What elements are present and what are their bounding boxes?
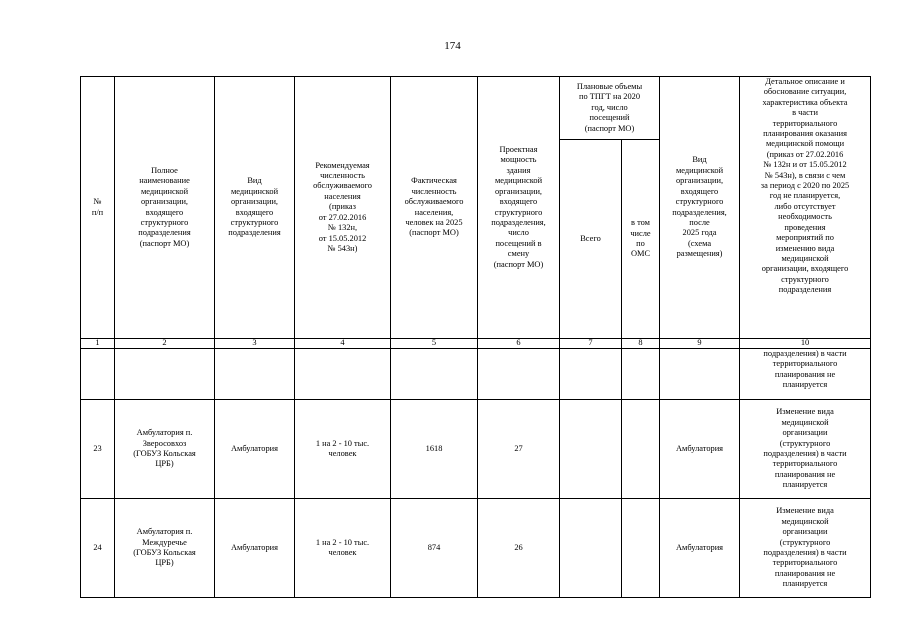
header-col-description: Детальное описание и обоснование ситуации, характеристика объекта в части территориального планирования оказания медицинской помощи (приказ от 27.02.2016 № 132н и от 15.05.2012 № 543н), в связи с чем за период с 2020 по 2025 год не планируется, либо отсутствует необходимость проведения мероприятий по изменению вида медицинской организации, входящего структурного подразделения — [740, 77, 871, 339]
row-capacity: 26 — [478, 499, 560, 598]
table-cell — [560, 349, 622, 400]
row-number: 23 — [81, 400, 115, 499]
header-col-total: Всего — [560, 140, 622, 339]
row-number: 24 — [81, 499, 115, 598]
column-number: 1 — [81, 339, 115, 349]
row-recommended: 1 на 2 - 10 тыс. человек — [295, 400, 391, 499]
header-row — [81, 77, 871, 140]
header-col-number: № п/п — [81, 77, 115, 339]
row-oms — [622, 499, 660, 598]
table-cell — [660, 349, 740, 400]
row-description: Изменение вида медицинской организации (структурного подразделения) в части территориального планирования не планируется — [740, 499, 871, 598]
table-cell — [215, 349, 295, 400]
row-recommended: 1 на 2 - 10 тыс. человек — [295, 499, 391, 598]
row-capacity: 27 — [478, 400, 560, 499]
column-number: 10 — [740, 339, 871, 349]
header-col-org-type: Вид медицинской организации, входящего структурного подразделения — [215, 77, 295, 339]
row-org-type: Амбулатория — [215, 499, 295, 598]
row-type-after: Амбулатория — [660, 400, 740, 499]
header-col-oms: в том числе по ОМС — [622, 140, 660, 339]
row-description: Изменение вида медицинской организации (структурного подразделения) в части территориального планирования не планируется — [740, 400, 871, 499]
table-cell — [115, 349, 215, 400]
column-number: 3 — [215, 339, 295, 349]
header-col-planned-volumes: Плановые объемы по ТПГТ на 2020 год, число посещений (паспорт МО) — [560, 77, 660, 140]
table-cell — [622, 349, 660, 400]
table-cell — [478, 349, 560, 400]
column-number: 9 — [660, 339, 740, 349]
continuation-row — [81, 349, 871, 400]
row-actual: 1618 — [391, 400, 478, 499]
row-total — [560, 400, 622, 499]
column-number: 5 — [391, 339, 478, 349]
table-cell — [391, 349, 478, 400]
header-col-full-name: Полное наименование медицинской организации, входящего структурного подразделения (паспорт МО) — [115, 77, 215, 339]
row-oms — [622, 400, 660, 499]
data-table — [80, 76, 871, 598]
row-org-name: Амбулатория п. Междуречье (ГОБУЗ Кольская ЦРБ) — [115, 499, 215, 598]
column-number: 6 — [478, 339, 560, 349]
column-number: 7 — [560, 339, 622, 349]
header-col-recommended: Рекомендуемая численность обслуживаемого населения (приказ от 27.02.2016 № 132н, от 15.05.2012 № 543н) — [295, 77, 391, 339]
table-row — [81, 499, 871, 598]
row-org-name: Амбулатория п. Зверосовхоз (ГОБУЗ Кольская ЦРБ) — [115, 400, 215, 499]
row-type-after: Амбулатория — [660, 499, 740, 598]
column-number: 2 — [115, 339, 215, 349]
header-col-type-after: Вид медицинской организации, входящего структурного подразделения, после 2025 года (схема размещения) — [660, 77, 740, 339]
header-col-capacity: Проектная мощность здания медицинской организации, входящего структурного подразделения, число посещений в смену (паспорт МО) — [478, 77, 560, 339]
table-row — [81, 400, 871, 499]
header-col-actual: Фактическая численность обслуживаемого населения, человек на 2025 (паспорт МО) — [391, 77, 478, 339]
column-number: 8 — [622, 339, 660, 349]
table-cell — [295, 349, 391, 400]
row-actual: 874 — [391, 499, 478, 598]
table-cell — [81, 349, 115, 400]
row-total — [560, 499, 622, 598]
continuation-description: подразделения) в части территориального планирования не планируется — [740, 349, 871, 400]
column-numbers-row — [81, 339, 871, 349]
row-org-type: Амбулатория — [215, 400, 295, 499]
page-number: 174 — [444, 40, 461, 52]
column-number: 4 — [295, 339, 391, 349]
